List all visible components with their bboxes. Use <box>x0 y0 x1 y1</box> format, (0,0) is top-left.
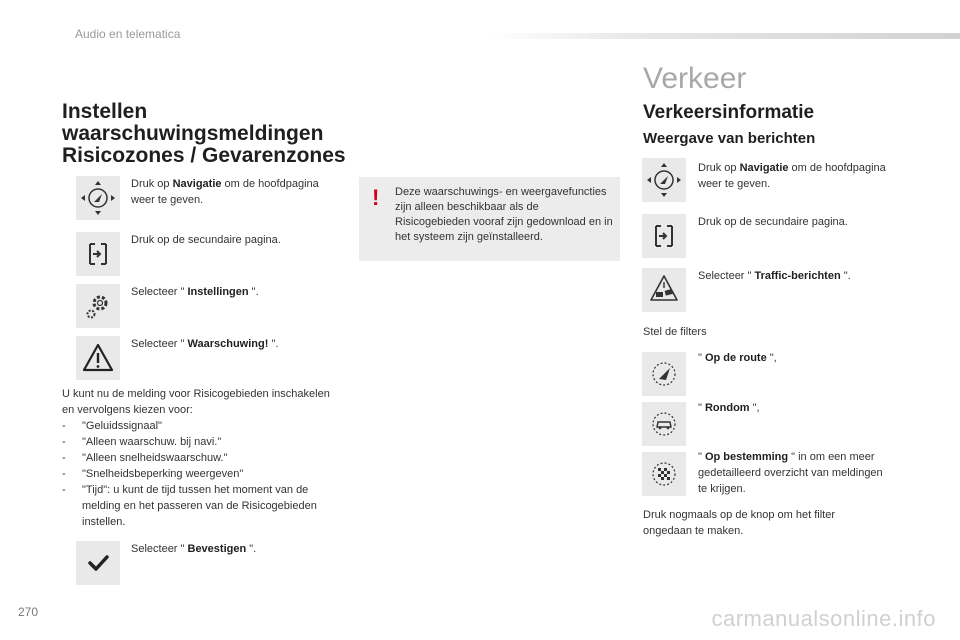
page-number: 270 <box>18 605 39 619</box>
step-settings-text: Selecteer " Instellingen ". <box>131 286 259 298</box>
filter-reset-text: Druk nogmaals op de knop om het filter ongedaan te maken. <box>643 509 835 537</box>
exclamation-icon: ! <box>372 185 380 210</box>
right-step-secondary-text: Druk op de secundaire pagina. <box>698 216 848 228</box>
right-subtitle: Weergave van berichten <box>643 130 816 147</box>
header-rule <box>490 33 960 39</box>
list-item: - "Alleen snelheidswaarschuw." <box>62 452 228 464</box>
filter-destination-text: " Op bestemming " in om een meer gedetailleerd overzicht van meldingen te krijgen. <box>698 451 883 495</box>
checkered-flag-icon <box>642 452 686 496</box>
route-arrow-icon <box>642 352 686 396</box>
warning-note <box>359 177 620 261</box>
section-title: Verkeer <box>643 62 747 95</box>
filter-around-text: " Rondom ", <box>698 402 760 414</box>
step-navigation-text: Druk op Navigatie om de hoofdpagina weer te geven. <box>131 178 319 206</box>
right-step-navigation-text: Druk op Navigatie om de hoofdpagina weer te geven. <box>698 162 886 190</box>
settings-gears-icon <box>76 284 120 328</box>
list-item: - "Alleen waarschuw. bij navi." <box>62 436 222 448</box>
options-list <box>62 386 332 530</box>
left-title: Instellen waarschuwingsmeldingen Risicozones / Gevarenzones <box>62 100 346 167</box>
warning-text: Deze waarschuwings- en weergavefuncties zijn alleen beschikbaar als de Risicogebieden vooraf zijn gedownload en in het systeem zijn geïnstalleerd. <box>395 186 613 243</box>
step-confirm-text: Selecteer " Bevestigen ". <box>131 543 257 555</box>
list-item: - "Geluidssignaal" <box>62 420 162 432</box>
traffic-accident-icon <box>642 268 686 312</box>
filters-label: Stel de filters <box>643 326 707 338</box>
step-secondary-text: Druk op de secundaire pagina. <box>131 234 281 246</box>
section-header: Audio en telematica <box>75 27 181 41</box>
step-warning-text: Selecteer " Waarschuwing! ". <box>131 338 279 350</box>
list-item: - "Tijd": u kunt de tijd tussen het moment van de melding en het passeren van de Risicogebieden instellen. <box>62 484 317 528</box>
list-item: - "Snelheidsbeperking weergeven" <box>62 468 244 480</box>
navigation-dpad-icon <box>642 158 686 202</box>
secondary-page-icon <box>642 214 686 258</box>
watermark: carmanualsonline.info <box>711 606 936 631</box>
options-intro: U kunt nu de melding voor Risicogebieden inschakelen en vervolgens kiezen voor: <box>62 388 330 416</box>
right-step-traffic-text: Selecteer " Traffic-berichten ". <box>698 270 851 282</box>
secondary-page-icon <box>76 232 120 276</box>
car-around-icon <box>642 402 686 446</box>
right-title: Verkeersinformatie <box>643 102 815 123</box>
warning-triangle-icon <box>76 336 120 380</box>
navigation-dpad-icon <box>76 176 120 220</box>
checkmark-icon <box>76 541 120 585</box>
filter-route-text: " Op de route ", <box>698 352 777 364</box>
